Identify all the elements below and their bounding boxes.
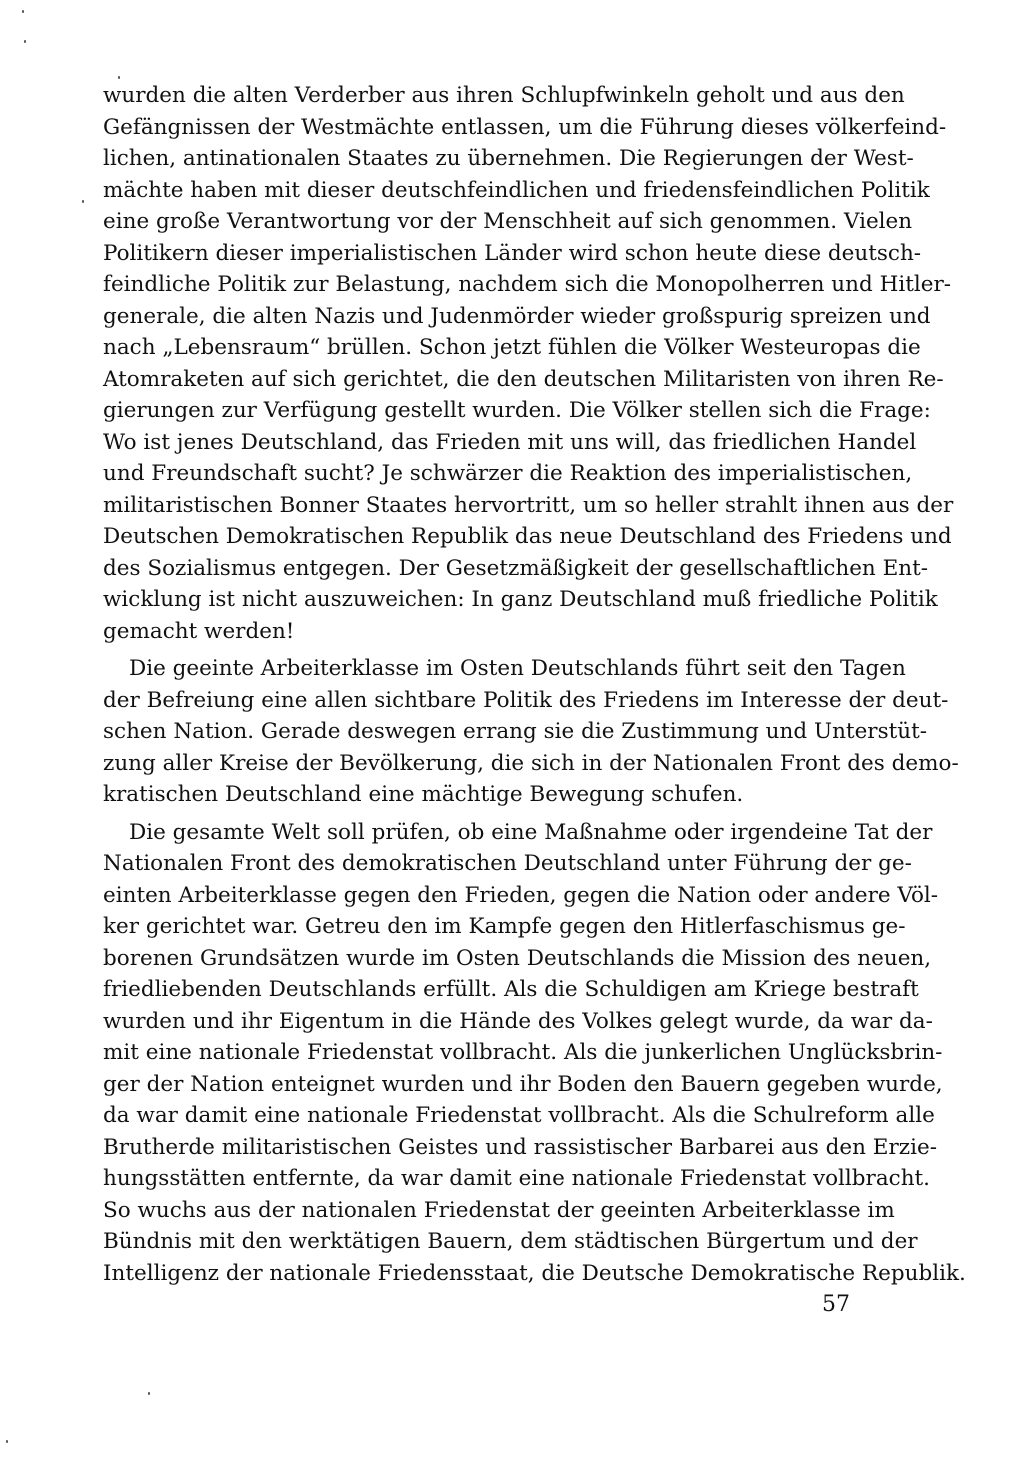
paragraph-2 <box>103 653 959 811</box>
scan-speck <box>82 200 84 203</box>
paragraph-3 <box>103 817 966 1290</box>
page-number: 57 <box>822 1292 850 1317</box>
text-line: Atomraketen auf sich gerichtet, die den deutschen Militaristen von ihren Re- <box>103 366 944 392</box>
scan-speck <box>6 1440 8 1443</box>
text-line: eine große Verantwortung vor der Menschheit auf sich genommen. Vielen <box>103 209 913 234</box>
text-line: wurden die alten Verderber aus ihren Schlupfwinkeln geholt und aus den <box>103 83 905 108</box>
text-line: nach „Lebensraum“ brüllen. Schon jetzt fühlen die Völker Westeuropas die <box>103 335 921 360</box>
text-line: So wuchs aus der nationalen Friedenstat der geeinten Arbeiterklasse im <box>103 1197 895 1223</box>
text-line: wicklung ist nicht auszuweichen: In ganz Deutschland muß friedliche Politik <box>103 587 938 612</box>
text-line: wurden und ihr Eigentum in die Hände des Volkes gelegt wurde, da war da- <box>103 1008 933 1034</box>
text-line: Die geeinte Arbeiterklasse im Osten Deutschlands führt seit den Tagen <box>129 656 906 681</box>
paragraph-1 <box>103 80 954 647</box>
text-line: Bündnis mit den werktätigen Bauern, dem städtischen Bürgertum und der <box>103 1229 918 1254</box>
text-line: und Freundschaft sucht? Je schwärzer die Reaktion des imperialistischen, <box>103 461 913 486</box>
text-line: Politikern dieser imperialistischen Länder wird schon heute diese deutsch- <box>103 240 922 266</box>
text-line: Nationalen Front des demokratischen Deutschland unter Führung der ge- <box>103 851 912 876</box>
text-line: hungsstätten entfernte, da war damit eine nationale Friedenstat vollbracht. <box>103 1166 931 1191</box>
scan-speck <box>24 40 26 43</box>
scan-speck <box>22 10 24 13</box>
text-line: militaristischen Bonner Staates hervortritt, um so heller strahlt ihnen aus der <box>103 492 954 518</box>
text-line: Intelligenz der nationale Friedensstaat, die Deutsche Demokratische Republik. <box>103 1260 966 1286</box>
text-line: friedliebenden Deutschlands erfüllt. Als die Schuldigen am Kriege bestraft <box>103 977 919 1002</box>
text-line: des Sozialismus entgegen. Der Gesetzmäßigkeit der gesellschaftlichen Ent- <box>103 555 929 581</box>
text-line: Gefängnissen der Westmächte entlassen, um die Führung dieses völkerfeind- <box>103 114 947 140</box>
text-line: feindliche Politik zur Belastung, nachdem sich die Monopolherren und Hitler- <box>103 272 951 297</box>
text-line: zung aller Kreise der Bevölkerung, die sich in der Nationalen Front des demo- <box>103 750 959 776</box>
text-line: Brutherde militaristischen Geistes und rassistischer Barbarei aus den Erzie- <box>103 1134 937 1160</box>
text-line: lichen, antinationalen Staates zu übernehmen. Die Regierungen der West- <box>103 146 914 171</box>
text-line: schen Nation. Gerade deswegen errang sie die Zustimmung und Unterstüt- <box>103 719 927 744</box>
text-line: gemacht werden! <box>103 618 295 644</box>
text-line: einten Arbeiterklasse gegen den Frieden, gegen die Nation oder andere Völ- <box>103 882 939 908</box>
text-line: Wo ist jenes Deutschland, das Frieden mit uns will, das friedlichen Handel <box>103 429 917 455</box>
body-text <box>103 80 966 1289</box>
text-line: Deutschen Demokratischen Republik das neue Deutschland des Friedens und <box>103 524 952 549</box>
text-line: Die gesamte Welt soll prüfen, ob eine Maßnahme oder irgendeine Tat der <box>129 819 933 845</box>
text-line: mächte haben mit dieser deutschfeindlichen und friedensfeindlichen Politik <box>103 177 930 203</box>
text-line: generale, die alten Nazis und Judenmörder wieder großspurig spreizen und <box>103 303 931 329</box>
text-line: gierungen zur Verfügung gestellt wurden. Die Völker stellen sich die Frage: <box>103 398 931 423</box>
scan-speck <box>148 1392 150 1395</box>
text-line: mit eine nationale Friedenstat vollbracht. Als die junkerlichen Unglücksbrin- <box>103 1040 943 1065</box>
scan-speck <box>118 76 120 79</box>
text-line: ker gerichtet war. Getreu den im Kampfe gegen den Hitlerfaschismus ge- <box>103 914 906 939</box>
text-line: kratischen Deutschland eine mächtige Bewegung schufen. <box>103 782 744 807</box>
text-line: da war damit eine nationale Friedenstat vollbracht. Als die Schulreform alle <box>103 1103 935 1128</box>
text-line: ger der Nation enteignet wurden und ihr Boden den Bauern gegeben wurde, <box>103 1071 943 1097</box>
text-line: borenen Grundsätzen wurde im Osten Deutschlands die Mission des neuen, <box>103 945 932 971</box>
text-line: der Befreiung eine allen sichtbare Politik des Friedens im Interesse der deut- <box>103 687 949 713</box>
